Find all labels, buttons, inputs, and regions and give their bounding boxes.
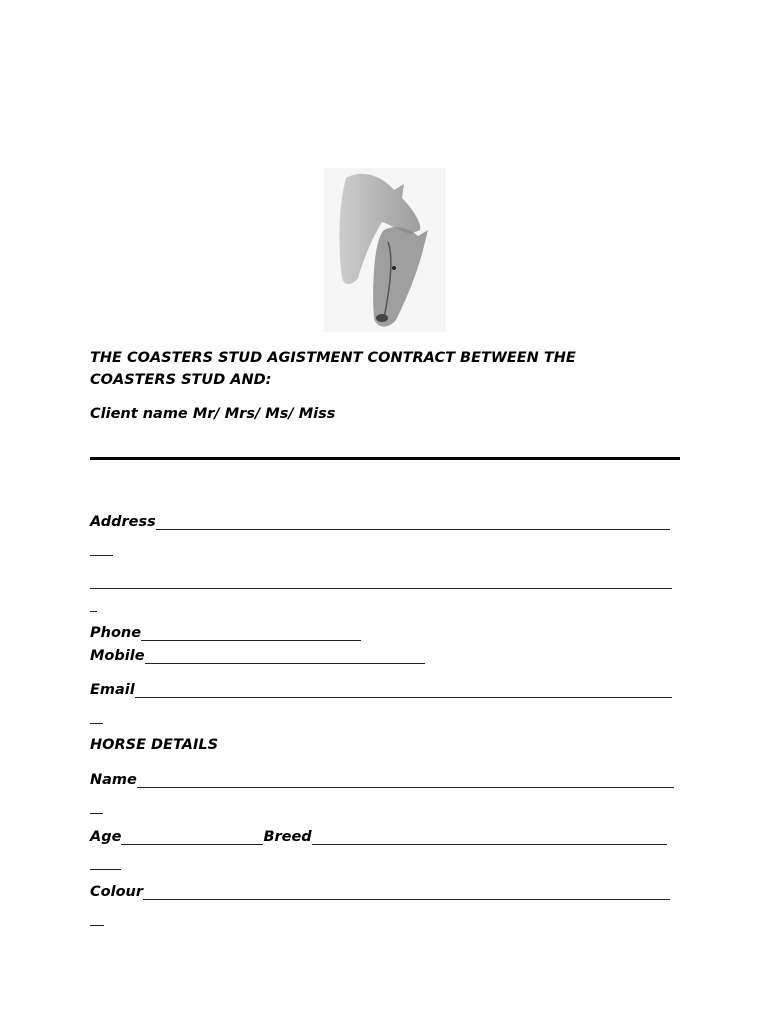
address-label: Address [90, 514, 156, 530]
age-field[interactable] [121, 830, 263, 845]
breed-field[interactable] [312, 830, 667, 845]
horse-logo-image [324, 168, 446, 332]
horse-name-field[interactable] [137, 773, 674, 788]
client-name-field[interactable] [90, 457, 680, 460]
colour-field[interactable] [143, 885, 670, 900]
breed-label: Breed [263, 829, 312, 845]
age-label: Age [90, 829, 122, 845]
phone-label: Phone [90, 625, 142, 641]
horse-details-heading: HORSE DETAILS [90, 737, 219, 753]
colour-label: Colour [90, 884, 144, 900]
address-field[interactable] [156, 515, 670, 530]
colour-continuation[interactable] [90, 911, 104, 926]
colour-row [90, 882, 670, 900]
age-breed-row [90, 827, 667, 845]
address-row [90, 512, 670, 530]
breed-continuation[interactable] [90, 855, 121, 870]
client-name-label: Client name Mr/ Mrs/ Ms/ Miss [90, 406, 336, 422]
horse-name-label: Name [90, 772, 137, 788]
horse-name-row [90, 770, 674, 788]
email-row [90, 680, 672, 698]
email-field[interactable] [135, 683, 672, 698]
address-line-2-continuation[interactable] [90, 597, 97, 612]
contract-title-line-1: THE COASTERS STUD AGISTMENT CONTRACT BETWEEN THE [90, 350, 576, 366]
mobile-label: Mobile [90, 648, 145, 664]
mobile-field[interactable] [145, 649, 425, 664]
address-line-2-field[interactable] [90, 574, 672, 589]
mobile-row [90, 646, 425, 664]
phone-field[interactable] [141, 626, 361, 641]
email-label: Email [90, 682, 135, 698]
horse-heads-icon [324, 168, 446, 332]
phone-row [90, 623, 361, 641]
horse-name-continuation[interactable] [90, 799, 103, 814]
address-field-continuation[interactable] [90, 541, 113, 556]
email-field-continuation[interactable] [90, 709, 103, 724]
contract-title-line-2: COASTERS STUD AND: [90, 372, 272, 388]
